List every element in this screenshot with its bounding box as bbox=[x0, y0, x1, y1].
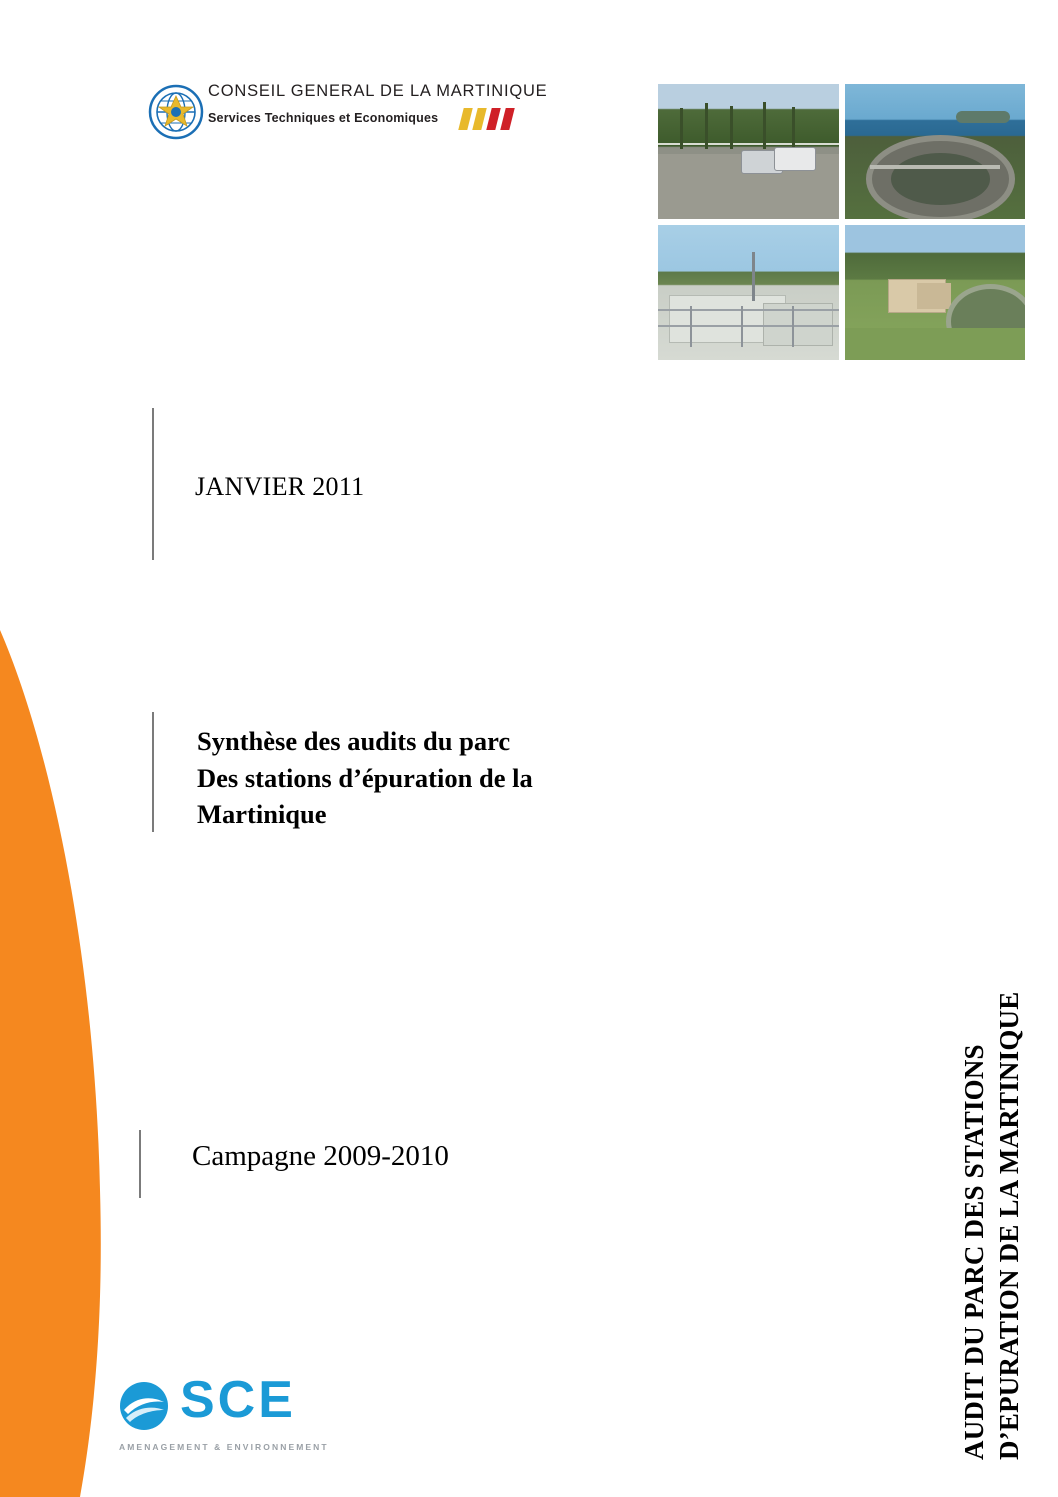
flag-bars-icon bbox=[461, 108, 527, 130]
date-rule bbox=[152, 408, 154, 560]
photo-collage bbox=[658, 84, 1025, 360]
sce-swirl-icon bbox=[118, 1380, 170, 1432]
photo-station-with-palms-and-parking bbox=[658, 84, 839, 219]
photo-hillside-plant-with-basins bbox=[845, 225, 1026, 360]
photo-circular-clarifier-by-the-sea bbox=[845, 84, 1026, 219]
orange-swoosh-decoration bbox=[0, 630, 110, 1497]
organization-name: CONSEIL GENERAL DE LA MARTINIQUE bbox=[208, 82, 548, 100]
sce-logo bbox=[118, 1371, 398, 1458]
organization-text-block bbox=[208, 82, 548, 130]
page-title-line-2: Des stations d’épuration de la bbox=[197, 762, 533, 793]
sce-tagline: AMENAGEMENT & ENVIRONNEMENT bbox=[119, 1442, 329, 1452]
sce-wordmark: SCE bbox=[180, 1371, 296, 1429]
conseil-general-logo bbox=[148, 82, 548, 150]
page-title-line-1: Synthèse des audits du parc bbox=[197, 726, 511, 756]
page-title bbox=[197, 723, 697, 833]
publication-date: JANVIER 2011 bbox=[195, 472, 365, 501]
side-banner-line-1: AUDIT DU PARC DES STATIONS bbox=[959, 1044, 990, 1460]
campaign-rule bbox=[139, 1130, 141, 1198]
globe-emblem-icon bbox=[148, 84, 204, 140]
page-title-line-3: Martinique bbox=[197, 799, 327, 830]
campaign-label: Campagne 2009-2010 bbox=[192, 1140, 449, 1172]
title-rule bbox=[152, 712, 154, 832]
organization-department: Services Techniques et Economiques bbox=[208, 111, 439, 125]
side-banner-line-2: D’EPURATION DE LA MARTINIQUE bbox=[994, 991, 1024, 1460]
side-banner-title bbox=[936, 660, 1048, 1460]
photo-treatment-basins-with-railing bbox=[658, 225, 839, 360]
